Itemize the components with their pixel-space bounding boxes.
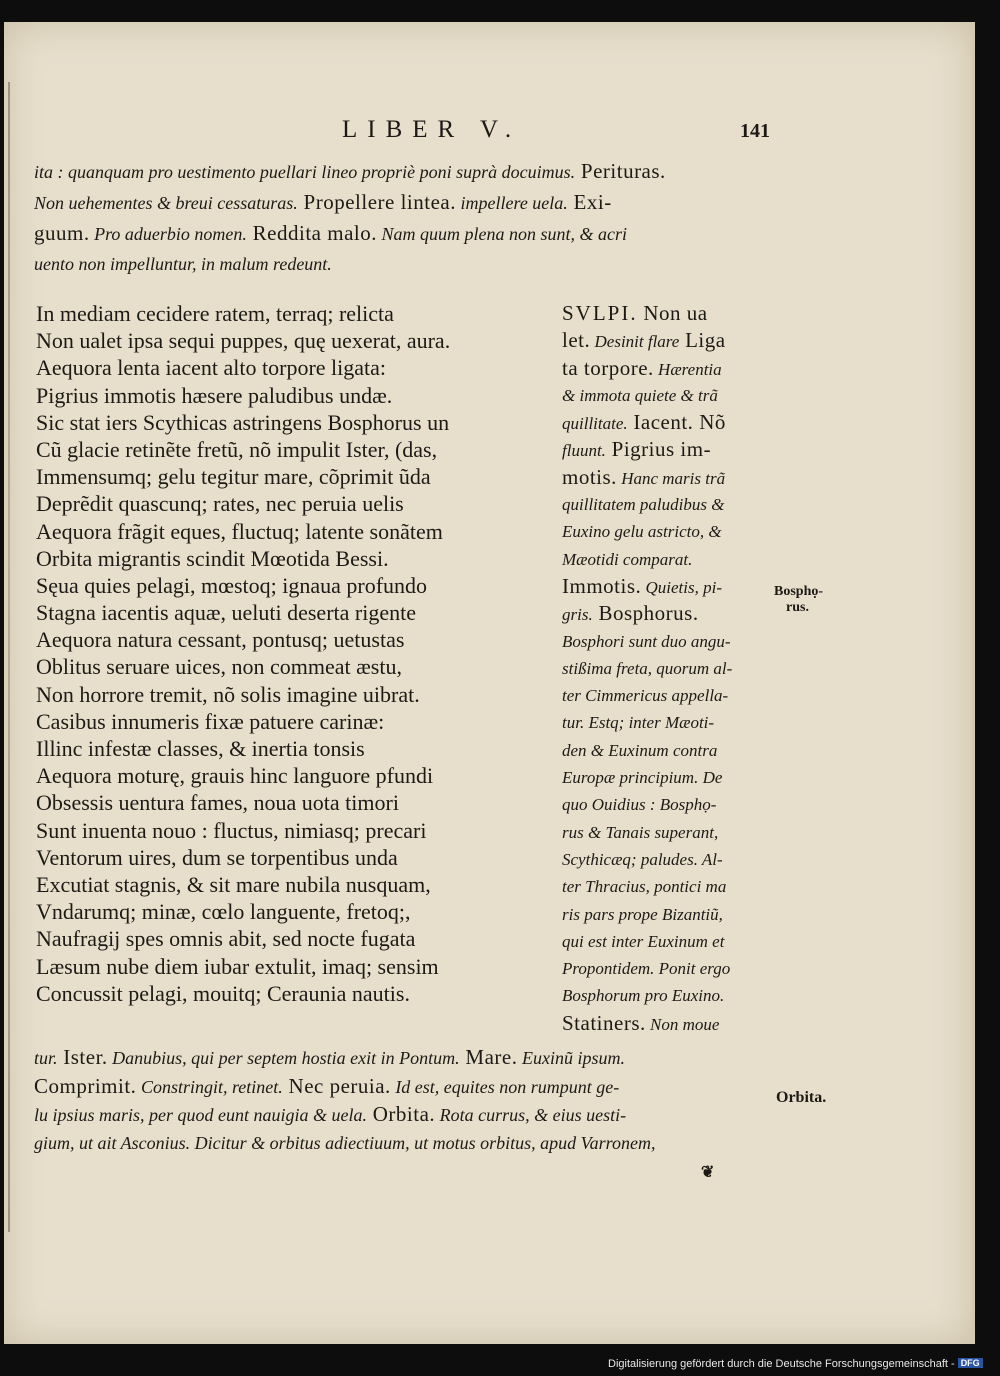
italic-gloss: Non moue xyxy=(645,1014,720,1034)
lemma: Ister. xyxy=(57,1045,108,1069)
verse-line: Orbita migrantis scindit Mœotida Bessi. xyxy=(36,545,389,571)
lemma: Liga xyxy=(679,328,726,353)
side-commentary-line xyxy=(562,873,772,900)
italic-gloss: ris pars prope Bizantiũ, xyxy=(562,904,723,924)
side-commentary-line xyxy=(562,300,772,327)
side-commentary-line xyxy=(562,355,772,382)
italic-gloss: gium, ut ait Asconius. Dicitur & orbitus adiectiuum, ut motus orbitus, apud Varronem, xyxy=(34,1132,656,1153)
italic-gloss: uento non impelluntur, in malum redeunt. xyxy=(34,254,332,274)
side-commentary-line xyxy=(562,464,772,491)
commentary-line xyxy=(34,156,794,187)
italic-gloss: Hanc maris trã xyxy=(616,468,726,488)
lemma: ta torpore. xyxy=(562,355,654,380)
side-commentary-line xyxy=(562,436,772,463)
commentary-line xyxy=(34,187,794,218)
digitization-footer xyxy=(608,1358,983,1370)
verse-line: Sunt inuenta nouo : fluctus, nimiasq; precari xyxy=(36,817,427,843)
lemma: Perituras. xyxy=(575,159,666,183)
verse-block xyxy=(36,300,556,1007)
verse-line: In mediam cecidere ratem, terraq; relicta xyxy=(36,301,394,326)
commentary-bottom xyxy=(34,1044,794,1157)
margin-note-line: Bosphọ- xyxy=(774,584,824,599)
italic-gloss: Propontidem. Ponit ergo xyxy=(562,959,731,979)
commentary-top xyxy=(34,156,794,279)
verse-line: Non ualet ipsa sequi puppes, quę uexerat, aura. xyxy=(36,328,451,354)
side-commentary-line xyxy=(562,409,772,436)
side-commentary-line xyxy=(562,600,772,627)
side-commentary-line xyxy=(562,491,772,518)
italic-gloss: qui est inter Euxinum et xyxy=(562,931,725,951)
commentary-line xyxy=(34,249,794,279)
verse-line: Aequora lenta iacent alto torpore ligata: xyxy=(36,355,387,381)
side-commentary-line xyxy=(562,791,772,818)
verse-line: Excutiat stagnis, & sit mare nubila nusquam, xyxy=(36,871,431,897)
lemma: Pigrius im- xyxy=(605,437,712,462)
italic-gloss: lu ipsius maris, per quod eunt nauigia & uela. xyxy=(34,1105,367,1125)
lemma: Immotis. xyxy=(562,573,642,598)
verse-line: Oblitus seruare uices, non commeat æstu, xyxy=(36,654,402,680)
side-commentary-line xyxy=(562,928,772,955)
catchword: ❦ xyxy=(701,1164,715,1181)
verse-line: Non horrore tremit, nõ solis imagine uibrat. xyxy=(36,681,420,707)
italic-gloss: Danubius, qui per septem hostia exit in Pontum. xyxy=(107,1048,460,1068)
verse-line: Aequora frãgit eques, fluctuq; latente sonãtem xyxy=(36,518,443,544)
side-commentary-line xyxy=(562,982,772,1009)
commentary-line xyxy=(34,1073,794,1102)
verse-line: Deprẽdit quascunq; rates, nec peruia uelis xyxy=(36,491,404,517)
verse-line: Stagna iacentis aquæ, ueluti deserta rigente xyxy=(36,600,416,626)
italic-gloss: Hærentia xyxy=(653,359,722,379)
side-commentary-line xyxy=(562,955,772,982)
lemma: motis. xyxy=(562,464,617,489)
italic-gloss: gris. xyxy=(562,605,593,625)
verse-line: Aequora natura cessant, pontusq; uetustas xyxy=(36,627,405,653)
verse-line: Aequora moturę, grauis hinc languore pfundi xyxy=(36,763,434,789)
verse-line: Immensumq; gelu tegitur mare, cõprimit ũda xyxy=(36,464,431,490)
side-commentary-line xyxy=(562,628,772,655)
side-commentary-line xyxy=(562,327,772,354)
italic-gloss: tur. xyxy=(34,1048,58,1068)
side-commentary-line xyxy=(562,573,772,600)
lemma: let. xyxy=(562,328,591,353)
margin-note-bosphorus xyxy=(774,584,823,616)
dfg-logo: DFG xyxy=(958,1358,983,1368)
lemma: Propellere lintea. xyxy=(297,190,456,214)
margin-note-orbita: Orbita. xyxy=(776,1089,827,1106)
italic-gloss: Pro aduerbio nomen. xyxy=(89,224,247,244)
verse-line: Pigrius immotis hæsere paludibus undæ. xyxy=(36,382,393,408)
italic-gloss: ter Thracius, pontici ma xyxy=(562,877,727,897)
verse-line: Concussit pelagi, mouitq; Ceraunia nautis. xyxy=(36,980,410,1006)
side-commentary-line xyxy=(562,901,772,928)
gutter-shadow xyxy=(8,82,10,1232)
folio-number: 141 xyxy=(740,120,770,142)
side-commentary-line xyxy=(562,737,772,764)
verse-line: Obsessis uentura fames, noua uota timori xyxy=(36,790,399,816)
side-commentary-line xyxy=(562,846,772,873)
italic-gloss: rus & Tanais superant, xyxy=(562,822,719,842)
italic-gloss: ita : quanquam pro uestimento puellari lineo propriè poni suprà docuimus. xyxy=(34,162,576,182)
commentary-line xyxy=(34,1044,794,1073)
verse-line: Vndarumq; minæ, cœlo languente, fretoq;, xyxy=(36,899,411,925)
italic-gloss: & immota quiete & trã xyxy=(562,385,718,405)
italic-gloss: quo Ouidius : Bosphọ- xyxy=(562,795,717,815)
lemma: guum. xyxy=(34,221,90,245)
verse-line: Sęua quies pelagi, mœstoq; ignaua profundo xyxy=(36,572,428,598)
italic-gloss: impellere uela. xyxy=(456,193,568,213)
italic-gloss: Euxino gelu astricto, & xyxy=(562,522,722,542)
side-commentary-line xyxy=(562,709,772,736)
book-page xyxy=(4,22,975,1344)
page-header xyxy=(4,116,972,156)
side-commentary-line xyxy=(562,382,772,409)
commentary-line xyxy=(34,1101,794,1130)
italic-gloss: Bosphorum pro Euxino. xyxy=(562,986,725,1006)
italic-gloss: Nam quum plena non sunt, & acri xyxy=(376,224,627,244)
italic-gloss: tur. Estq; inter Mæoti- xyxy=(562,713,715,733)
lemma: Orbita. xyxy=(367,1102,436,1126)
lemma: Nõ xyxy=(693,410,726,435)
verse-line: Illinc infestæ classes, & inertia tonsis xyxy=(36,736,365,761)
margin-note-line: rus. xyxy=(786,600,809,615)
italic-gloss: Id est, equites non rumpunt ge- xyxy=(390,1076,620,1097)
verse-line: Casibus innumeris fixæ patuere carinæ: xyxy=(36,708,385,734)
lemma: Iacent. xyxy=(627,410,694,435)
verse-line: Læsum nube diem iubar extulit, imaq; sensim xyxy=(36,953,439,979)
side-commentary-line xyxy=(562,655,772,682)
side-commentary-line xyxy=(562,682,772,709)
running-head: LIBER V. xyxy=(342,116,522,143)
italic-gloss: quillitatem paludibus & xyxy=(562,495,725,515)
lemma: Exi- xyxy=(567,190,612,214)
lemma: Nec peruia. xyxy=(282,1073,391,1098)
side-commentary xyxy=(562,300,772,1037)
side-commentary-line xyxy=(562,546,772,573)
italic-gloss: Bosphori sunt duo angu- xyxy=(562,631,731,651)
italic-gloss: den & Euxinum contra xyxy=(562,740,718,760)
italic-gloss: Constringit, retinet. xyxy=(136,1076,283,1097)
footer-text: Digitalisierung gefördert durch die Deutsche Forschungsgemeinschaft - xyxy=(608,1358,955,1370)
italic-gloss: fluunt. xyxy=(562,441,606,461)
italic-gloss: Mæotidi comparat. xyxy=(562,549,693,569)
italic-gloss: Europæ principium. De xyxy=(562,768,723,788)
italic-gloss: quillitate. xyxy=(562,414,628,434)
verse-line: Ventorum uires, dum se torpentibus unda xyxy=(36,844,398,870)
lemma: Mare. xyxy=(459,1045,518,1069)
lemma: Bosphorus. xyxy=(592,601,699,626)
lemma: Comprimit. xyxy=(34,1073,137,1098)
side-commentary-line xyxy=(562,1010,772,1037)
italic-gloss: Non uehementes & breui cessaturas. xyxy=(34,193,298,213)
italic-gloss: Quietis, pi- xyxy=(641,577,723,597)
side-commentary-line xyxy=(562,764,772,791)
lemma: Reddita malo. xyxy=(246,221,377,245)
verse-line: Cũ glacie retinẽte fretũ, nõ impulit Ister, (das, xyxy=(36,436,438,462)
side-commentary-line xyxy=(562,819,772,846)
lemma: SVLPI. xyxy=(562,301,638,325)
italic-gloss: Scythicæq; paludes. Al- xyxy=(562,849,723,869)
commentary-line xyxy=(34,1130,794,1158)
italic-gloss: Rota currus, & eius uesti- xyxy=(435,1105,627,1125)
lemma: Non ua xyxy=(637,301,708,325)
lemma: Statiners. xyxy=(562,1010,646,1035)
italic-gloss: Desinit flare xyxy=(590,332,680,352)
italic-gloss: Euxinũ ipsum. xyxy=(517,1048,625,1068)
commentary-line xyxy=(34,218,794,249)
italic-gloss: ter Cimmericus appella- xyxy=(562,686,729,706)
verse-line: Sic stat iers Scythicas astringens Bosphorus un xyxy=(36,409,450,435)
verse-line: Naufragij spes omnis abit, sed nocte fugata xyxy=(36,926,416,952)
italic-gloss: stißima freta, quorum al- xyxy=(562,658,733,678)
side-commentary-line xyxy=(562,518,772,545)
